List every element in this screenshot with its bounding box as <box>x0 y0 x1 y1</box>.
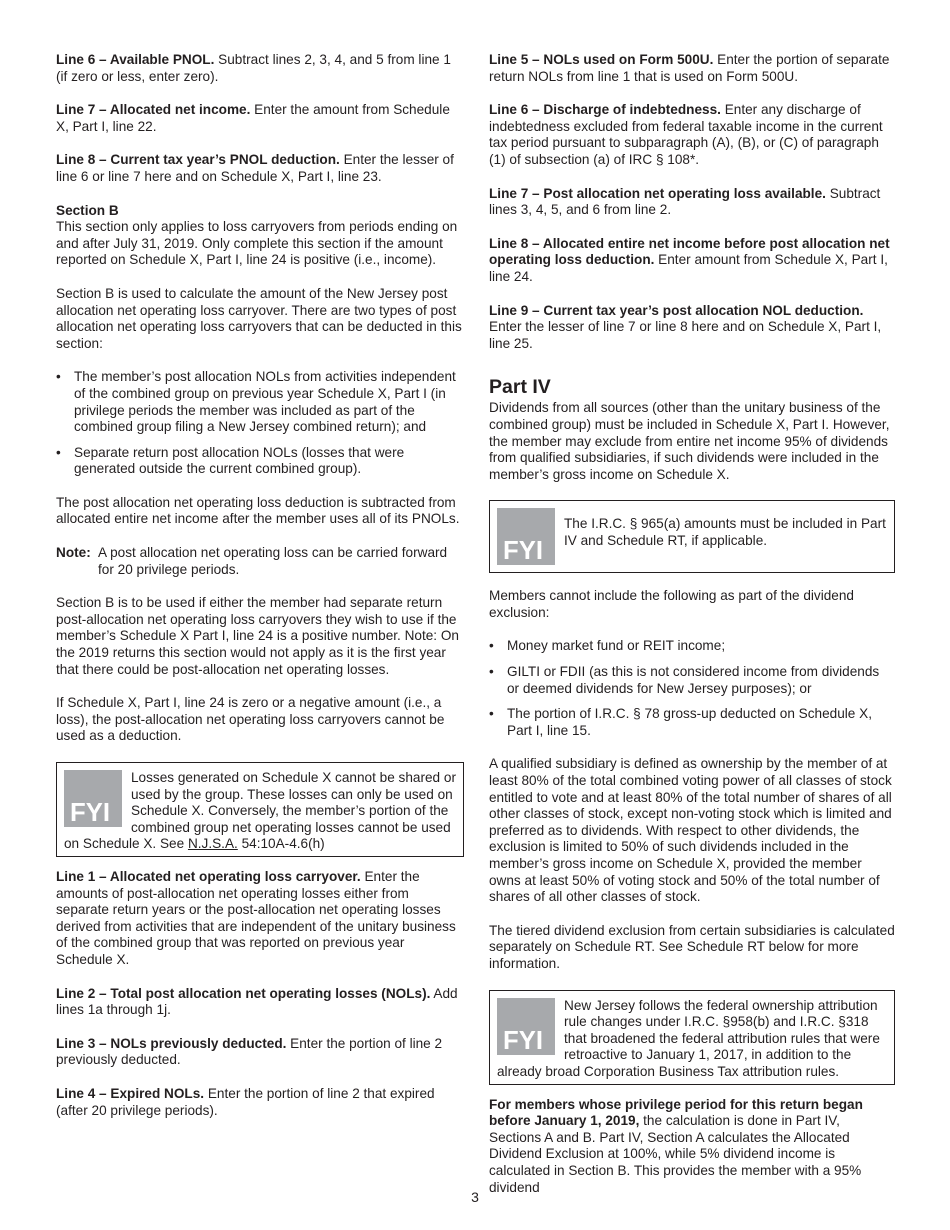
fyi-badge <box>497 508 555 565</box>
exclusion-bullets <box>489 638 895 739</box>
left-line7: Line 7 – Allocated net income. Enter the amount from Schedule X, Part I, line 22. <box>56 102 450 134</box>
left-line4: Line 4 – Expired NOLs. Enter the portion of line 2 that expired (after 20 privilege periods). <box>56 1085 435 1118</box>
fyi-badge <box>64 770 122 827</box>
bullet-icon: • <box>56 369 61 385</box>
fyi-text: New Jersey follows the federal ownership attribution rule changes under I.R.C. §958(b) and I.R.C. §318 that broadened the federal attribution rules that were retroactive to January 1, 2017, in addition to the already broad Corporation Business Tax attribution rules. <box>497 997 880 1079</box>
fyi-icon <box>70 800 110 822</box>
list-item: • Money market fund or REIT income; <box>489 638 726 654</box>
deduction-paragraph: The post allocation net operating loss deduction is subtracted from allocated entire net income after the member uses all of its PNOLs. <box>56 494 460 527</box>
fyi-text: Losses generated on Schedule X cannot be shared or used by the group. These losses can only be used on Schedule X. Conversely, the member’s portion of the combined group net operating losses cannot be used on Schedule X. See N.J.S.A. 54:10A-4.6(h) <box>64 770 456 852</box>
left-line2: Line 2 – Total post allocation net operating losses (NOLs). Add lines 1a through 1j. <box>56 985 458 1018</box>
page-number: 3 <box>471 1189 479 1205</box>
section-b-bullets <box>56 369 464 478</box>
list-item: • Separate return post allocation NOLs (losses that were generated outside the current combined group). <box>56 444 405 477</box>
fyi-text: The I.R.C. § 965(a) amounts must be included in Part IV and Schedule RT, if applicable. <box>564 516 886 548</box>
right-line9: Line 9 – Current tax year’s post allocation NOL deduction. Enter the lesser of line 7 or line 8 here and on Schedule X, Part I, line 25. <box>489 302 882 351</box>
left-line3: Line 3 – NOLs previously deducted. Enter the portion of line 2 previously deducted. <box>56 1035 443 1068</box>
note <box>56 545 464 578</box>
fyi-badge <box>497 998 555 1055</box>
bullet-icon: • <box>489 664 494 680</box>
fyi-box-965a <box>489 500 895 573</box>
section-b-intro: This section only applies to loss carryovers from periods ending on and after July 31, 2019. Only complete this section if the amount reported on Schedule X, Part I, line 24 is positive (i.e., income). <box>56 219 458 268</box>
section-b-heading: Section B <box>56 202 119 218</box>
bullet-icon: • <box>56 444 61 460</box>
section-b-use-paragraph: Section B is to be used if either the member had separate return post-allocation net operating loss carryovers they wish to use if the member’s Schedule X Part I, line 24 is a positive number. Note: On the 2019 returns this section would not apply as it is the first year that there could be post-allocation net operating losses. <box>56 595 459 677</box>
tiered-paragraph: The tiered dividend exclusion from certain subsidiaries is calculated separately on Schedule RT. See Schedule RT below for more information. <box>489 922 895 971</box>
list-item: • The member’s post allocation NOLs from activities independent of the combined group on previous year Schedule X, Part I (in privilege periods the member was included as part of the combined group filing a New Jersey combined return); and <box>56 369 456 435</box>
svg-text:FYI: FYI <box>503 1027 543 1050</box>
fyi-box-attribution <box>489 990 895 1085</box>
left-line8: Line 8 – Current tax year’s PNOL deduction. Enter the lesser of line 6 or line 7 here and on Schedule X, Part I, line 23. <box>56 152 454 184</box>
part-iv-heading: Part IV <box>489 376 551 399</box>
final-paragraph: For members whose privilege period for this return began before January 1, 2019, the calculation is done in Part IV, Sections A and B. Part IV, Section A calculates the Allocated Dividend Exclusion at 100%, while 5% dividend income is calculated in Section B. This provides the member with a 95% dividend <box>489 1096 863 1195</box>
fyi-icon <box>503 1028 543 1050</box>
note-label: Note: <box>56 545 91 561</box>
svg-text:FYI: FYI <box>70 800 110 822</box>
zero-amount-paragraph: If Schedule X, Part I, line 24 is zero or a negative amount (i.e., a loss), the post-allocation net operating loss carryovers cannot be used as a deduction. <box>56 695 445 744</box>
bullet-icon: • <box>489 638 494 654</box>
fyi-box-losses <box>56 762 464 857</box>
right-column <box>489 52 895 1213</box>
svg-text:FYI: FYI <box>503 538 543 561</box>
part-iv-intro: Dividends from all sources (other than the unitary business of the combined group) must be included in Schedule X, Part I. However, the member may exclude from entire net income 95% of dividends from qualified subsidiaries, if such dividends were included in the member’s gross income on Schedule X. <box>489 400 890 482</box>
fyi-icon <box>503 538 543 560</box>
right-line8: Line 8 – Allocated entire net income before post allocation net operating loss deduction. Enter amount from Schedule X, Part I, line 24. <box>489 235 890 284</box>
bullet-icon: • <box>489 706 494 722</box>
list-item: • GILTI or FDII (as this is not considered income from dividends or deemed dividends for New Jersey purposes); or <box>489 664 880 696</box>
right-line6: Line 6 – Discharge of indebtedness. Enter any discharge of indebtedness excluded from federal taxable income in the current tax period pursuant to subparagraph (A), (B), or (C) of paragraph (1) of subsection (a) of IRC § 108*. <box>489 102 883 167</box>
right-line5: Line 5 – NOLs used on Form 500U. Enter the portion of separate return NOLs from line 1 that is used on Form 500U. <box>489 52 890 84</box>
note-text: A post allocation net operating loss can be carried forward for 20 privilege periods. <box>98 545 448 577</box>
qualified-subsidiary-paragraph: A qualified subsidiary is defined as ownership by the member of at least 80% of the total combined voting power of all classes of stock entitled to vote and at least 80% of the total number of shares of all other classes of stock, except non-voting stock which is limited and preferred as to dividends. With respect to other dividends, the exclusion is limited to 50% of such dividends included in the member’s gross income on Schedule X, provided the member owns at least 50% of voting stock and 50% of the total number of shares of all other classes of stock. <box>489 756 892 905</box>
left-line6: Line 6 – Available PNOL. Subtract lines 2, 3, 4, and 5 from line 1 (if zero or less, enter zero). <box>56 52 451 84</box>
left-column <box>56 52 464 1136</box>
members-paragraph: Members cannot include the following as part of the dividend exclusion: <box>489 588 854 620</box>
section-b-types: Section B is used to calculate the amount of the New Jersey post allocation net operating loss carryover. There are two types of post allocation net operating loss carryovers that can be deducted in this section: <box>56 285 462 351</box>
left-line1: Line 1 – Allocated net operating loss carryover. Enter the amounts of post-allocation net operating losses either from separate return years or the post-allocation net operating losses derived from activities that are independent of the unitary business of the combined group that was reported on previous year Schedule X. <box>56 868 456 967</box>
list-item: • The portion of I.R.C. § 78 gross-up deducted on Schedule X, Part I, line 15. <box>489 706 872 738</box>
right-line7: Line 7 – Post allocation net operating loss available. Subtract lines 3, 4, 5, and 6 from line 2. <box>489 185 881 218</box>
